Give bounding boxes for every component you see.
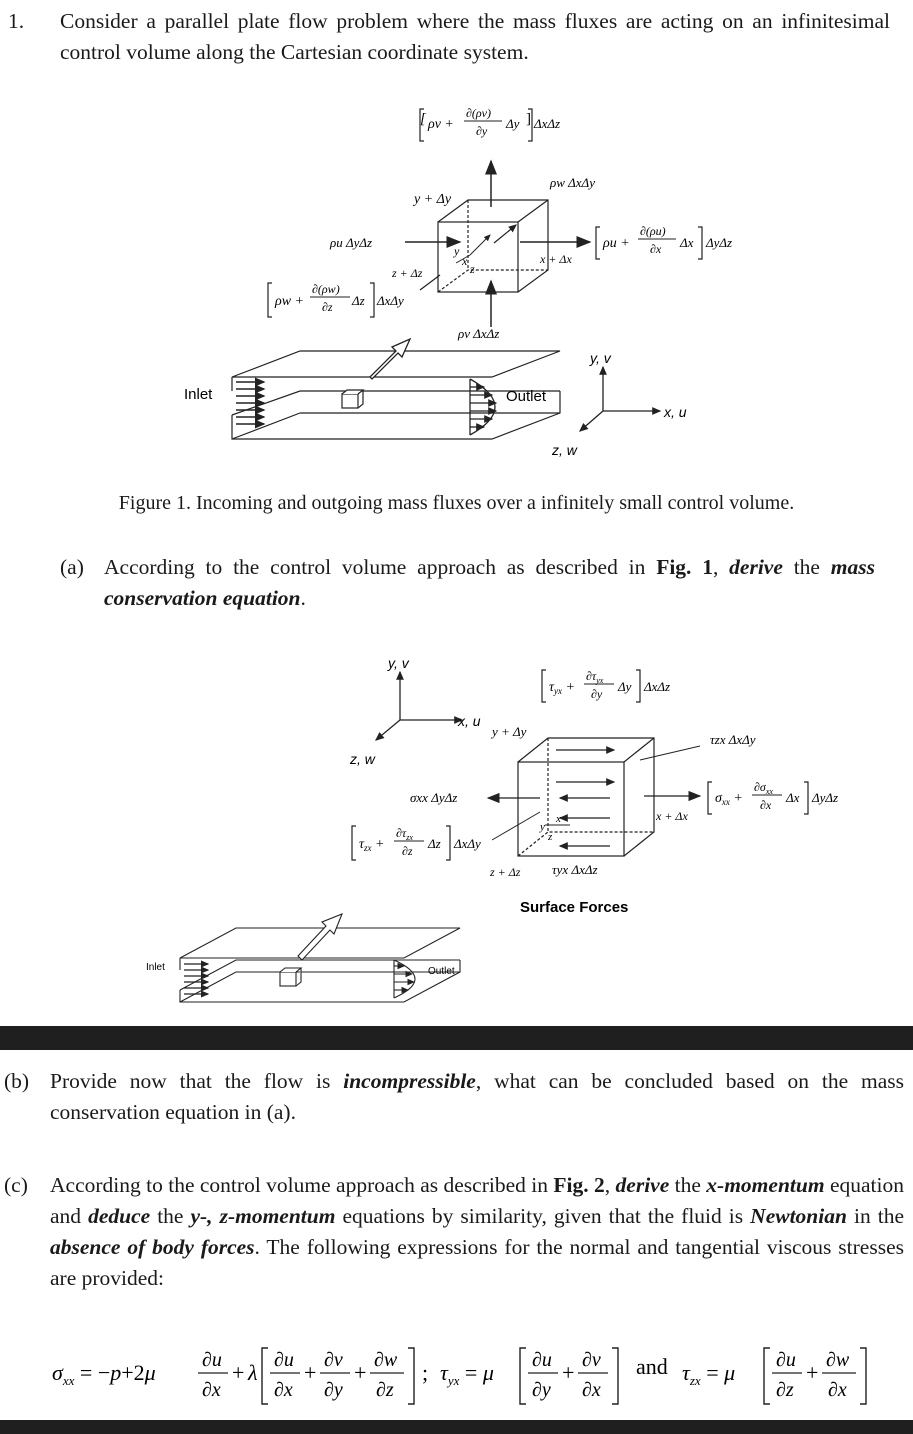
svg-text:∂u: ∂u xyxy=(274,1349,294,1371)
svg-text:]: ] xyxy=(526,111,531,127)
sigma-right-label xyxy=(708,780,838,814)
svg-text:∂u: ∂u xyxy=(776,1349,796,1371)
element-cube xyxy=(342,390,363,408)
top-flux-label xyxy=(420,106,560,138)
svg-text:x: x xyxy=(556,813,561,825)
svg-text:σxx = −p+2μ: $\sigma_{xx} = -p+2\mu$ xyxy=(52,1360,156,1388)
svg-text:∂y: ∂y xyxy=(324,1379,343,1401)
coordinate-axes-2 xyxy=(376,672,462,740)
outlet-velocity-profile-2 xyxy=(394,960,415,998)
svg-text:∂(ρu): ∂(ρu) xyxy=(640,224,666,238)
screenshot-separator xyxy=(0,1026,913,1050)
svg-text:ΔxΔy: ΔxΔy xyxy=(454,836,481,851)
svg-text:λ: λ xyxy=(248,1360,258,1385)
surface-forces-title: Surface Forces xyxy=(520,899,629,916)
element-cube-2 xyxy=(280,968,301,986)
viscous-stress-equations xyxy=(52,1340,902,1410)
x-plus-label: x + Δx xyxy=(540,252,572,266)
box-y-label: y xyxy=(454,244,460,258)
right-flux-label xyxy=(596,224,732,259)
part-a-label: (a) xyxy=(60,555,84,579)
question-text: Consider a parallel plate flow problem where the mass fluxes are acting on an infinitesimal control volume along the Cartesian coordinate system. xyxy=(60,9,890,64)
part-a-text: According to the control volume approach as described in Fig. 1, derive the mass conservation equation. xyxy=(104,555,875,610)
svg-text:∂τzx: $\partial\tau_{zx}$ xyxy=(396,826,413,842)
part-b-label: (b) xyxy=(4,1069,30,1093)
svg-text:τyx +: $\tau_{yx}$ + xyxy=(549,680,575,696)
svg-text:∂σxx: $\partial\sigma_{xx}$ xyxy=(754,780,773,796)
inlet-label: Inlet xyxy=(184,386,213,403)
box-z-label: z xyxy=(470,262,475,276)
axis2-z-label: z, w xyxy=(350,751,375,767)
part-c-label: (c) xyxy=(4,1173,28,1197)
svg-text:y: y xyxy=(540,821,545,833)
part-a xyxy=(60,552,875,614)
svg-text:ΔyΔz: ΔyΔz xyxy=(706,235,733,250)
svg-text:Δz: Δz xyxy=(428,836,441,851)
svg-text:Δz: Δz xyxy=(352,293,365,308)
inlet-label-2: Inlet xyxy=(146,962,165,973)
outlet-velocity-profile xyxy=(470,379,496,435)
tau-zx-top-label: τzx ΔxΔy xyxy=(710,732,756,747)
svg-text:∂x: ∂x xyxy=(650,242,662,256)
z-plus-label: z + Δz xyxy=(392,266,423,280)
bottom-flux-label: ρv ΔxΔz xyxy=(458,326,500,341)
svg-text:+: + xyxy=(304,1360,317,1385)
svg-text:ΔxΔy: ΔxΔy xyxy=(377,293,404,308)
part-b xyxy=(4,1066,904,1128)
figure-2-surface-forces-diagram xyxy=(0,640,913,1020)
bottom-band xyxy=(0,1420,913,1434)
svg-text:σxx +: $\sigma_{xx}$ + xyxy=(715,791,743,807)
svg-text:ΔyΔz: ΔyΔz xyxy=(812,790,839,805)
equation-separator: ; xyxy=(422,1360,429,1385)
svg-text:+: + xyxy=(232,1360,245,1385)
svg-text:Δx: Δx xyxy=(680,235,694,250)
svg-text:∂(ρv): ∂(ρv) xyxy=(466,106,492,120)
svg-text:∂x: ∂x xyxy=(760,798,772,812)
svg-text:∂x: ∂x xyxy=(582,1379,601,1401)
svg-text:∂z: ∂z xyxy=(376,1379,394,1401)
svg-text:∂w: ∂w xyxy=(826,1349,850,1371)
svg-text:+: + xyxy=(354,1360,367,1385)
part-b-text: Provide now that the flow is incompressible, what can be concluded based on the mass conservation equation in (a). xyxy=(50,1069,904,1124)
svg-text:∂v: ∂v xyxy=(582,1349,601,1371)
svg-text:∂x: ∂x xyxy=(274,1379,293,1401)
top-stress-label xyxy=(542,669,670,702)
control-volume-box-2 xyxy=(518,738,654,856)
figure-1-caption: Figure 1. Incoming and outgoing mass fluxes over a infinitely small control volume. xyxy=(118,492,795,514)
tau-yx-equation xyxy=(440,1348,618,1404)
y-plus-label-2: y + Δy xyxy=(492,724,527,739)
svg-text:∂z: ∂z xyxy=(402,844,413,858)
svg-text:∂z: ∂z xyxy=(776,1379,794,1401)
question-number: 1. xyxy=(8,9,25,33)
sigma-left-label: σxx ΔyΔz xyxy=(410,790,458,805)
outlet-label-2: Outlet xyxy=(428,966,455,977)
svg-text:τzx = μ: $\tau_{zx} = \mu$ xyxy=(682,1360,736,1388)
svg-text:∂u: ∂u xyxy=(202,1349,222,1371)
svg-text:ΔxΔz: ΔxΔz xyxy=(644,679,671,694)
svg-text:∂y: ∂y xyxy=(476,124,488,138)
inlet-velocity-arrows xyxy=(236,382,264,424)
part-c xyxy=(4,1170,904,1294)
equation-and: and xyxy=(636,1354,668,1379)
tau-zx-equation xyxy=(682,1348,866,1404)
axis2-y-label: y, v xyxy=(388,655,409,671)
svg-text:ρu +: ρu + xyxy=(603,236,630,251)
axis-x-label: x, u xyxy=(664,404,687,420)
svg-text:Δx: Δx xyxy=(786,790,800,805)
svg-text:∂y: ∂y xyxy=(591,687,603,701)
part-c-text: According to the control volume approach as described in Fig. 2, derive the x-momentum equation and deduce the y-, z-momentum equations by similarity, given that the fluid is Newtonian in the absence of body forces. The following expressions for the normal and tangential viscous stresses are provided: xyxy=(50,1173,904,1290)
front-flux-label xyxy=(268,282,404,317)
box-x-label: x xyxy=(462,254,468,268)
svg-text:Δy: Δy xyxy=(618,679,632,694)
svg-text:∂w: ∂w xyxy=(374,1349,398,1371)
tau-front-label xyxy=(352,826,481,860)
svg-text:∂v: ∂v xyxy=(324,1349,343,1371)
svg-text:∂(ρw): ∂(ρw) xyxy=(312,282,340,296)
svg-text:τzx +: $\tau_{zx}$ + xyxy=(359,837,385,853)
left-flux-label: ρu ΔyΔz xyxy=(330,235,373,250)
svg-text:∂z: ∂z xyxy=(322,300,333,314)
coordinate-axes xyxy=(580,367,660,431)
svg-text:∂x: ∂x xyxy=(828,1379,847,1401)
outlet-label: Outlet xyxy=(506,388,547,405)
axis2-x-label: x, u xyxy=(458,713,481,729)
figure-1-mass-flux-diagram xyxy=(0,95,913,490)
svg-text:τyx = μ: $\tau_{yx} = \mu$ xyxy=(440,1360,494,1388)
svg-text:∂u: ∂u xyxy=(532,1349,552,1371)
svg-text:∂τyx: $\partial\tau_{yx}$ xyxy=(586,669,604,685)
axis-y-label: y, v xyxy=(590,350,611,366)
y-plus-label: y + Δy xyxy=(414,192,452,207)
x-plus-label-2: x + Δx xyxy=(656,809,688,823)
svg-text:+: + xyxy=(562,1360,575,1385)
svg-text:ρv +: ρv + xyxy=(428,117,454,132)
svg-text:[: [ xyxy=(420,111,426,127)
axis-z-label: z, w xyxy=(552,442,577,458)
svg-text:∂y: ∂y xyxy=(532,1379,551,1401)
svg-text:z: z xyxy=(548,831,553,843)
svg-text:+: + xyxy=(806,1360,819,1385)
svg-text:∂x: ∂x xyxy=(202,1379,221,1401)
z-plus-label-2: z + Δz xyxy=(490,865,521,879)
w-top-label: ρw ΔxΔy xyxy=(550,175,595,190)
tau-yx-bottom-label: τyx ΔxΔz xyxy=(552,862,598,877)
svg-text:Δy: Δy xyxy=(506,116,520,131)
svg-text:ρw +: ρw + xyxy=(275,294,305,309)
sigma-xx-equation xyxy=(52,1348,414,1404)
svg-text:ΔxΔz: ΔxΔz xyxy=(534,116,561,131)
